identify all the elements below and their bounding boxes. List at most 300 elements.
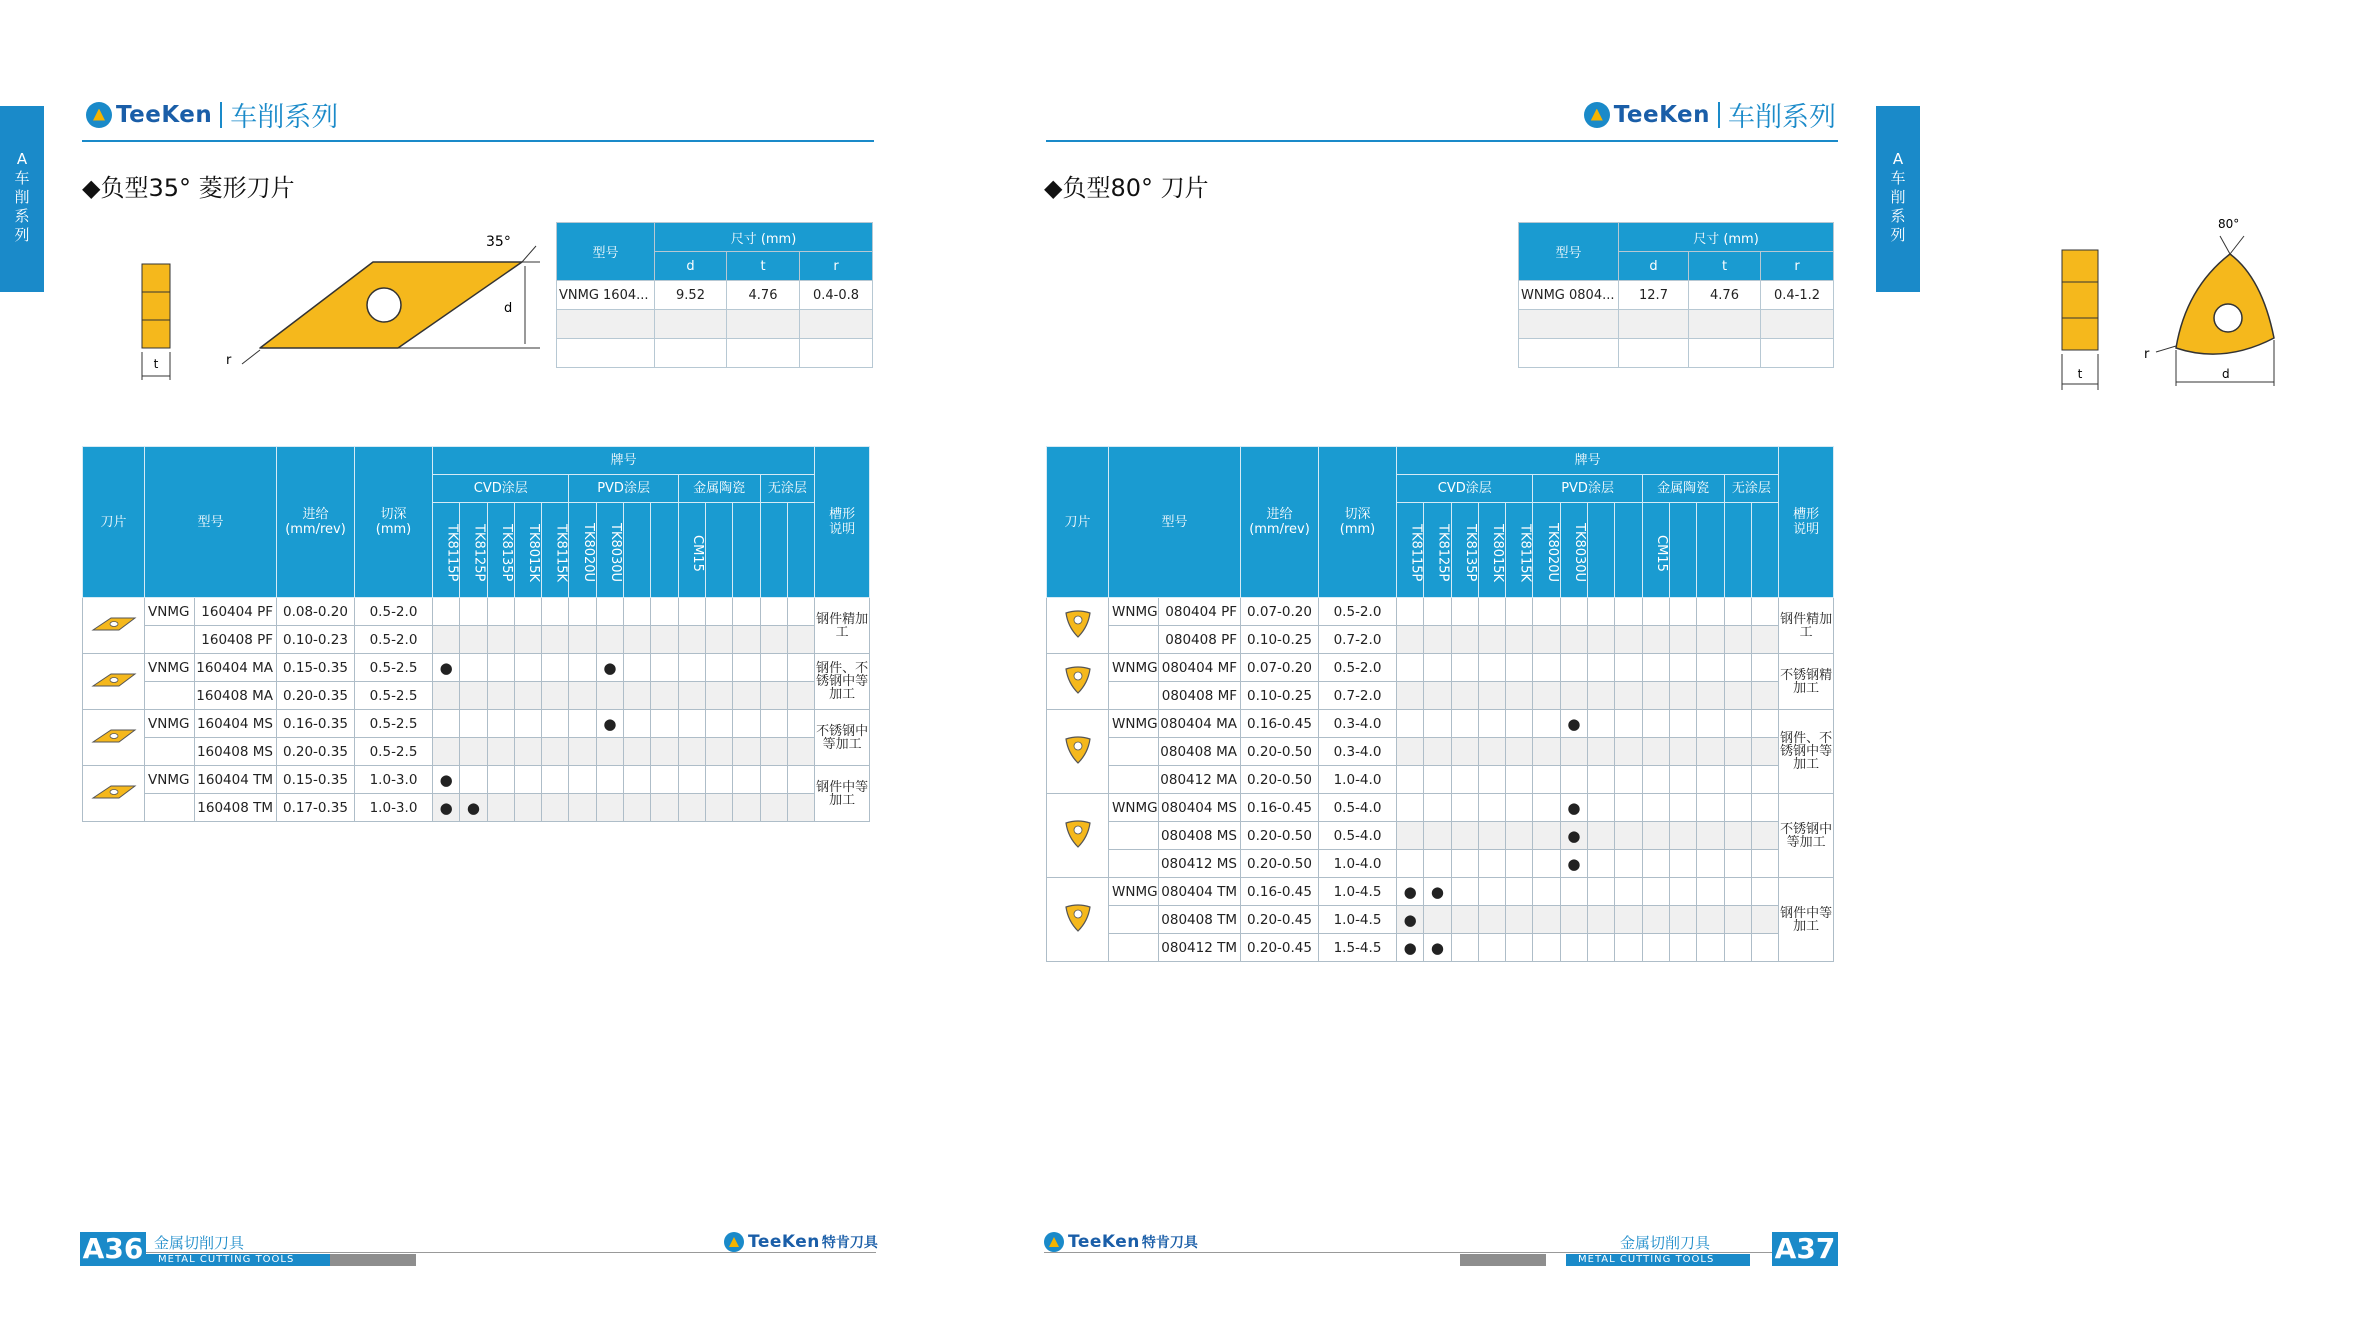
- grade-cell: [1533, 654, 1560, 682]
- grade-cell: [1424, 626, 1451, 654]
- grade-cell: [1642, 654, 1669, 682]
- model-prefix: VNMG: [145, 766, 195, 794]
- grade-cell: [1669, 934, 1696, 962]
- grade-cell: [487, 626, 514, 654]
- depth-unit: (mm): [1339, 522, 1376, 537]
- grade-cell: [596, 766, 623, 794]
- model-code: 160404 PF: [195, 598, 277, 626]
- grade-cell: [1560, 878, 1587, 906]
- model-prefix: [145, 682, 195, 710]
- grade-col: TK8125P: [460, 503, 487, 598]
- grade-cell: [1615, 766, 1642, 794]
- insert-icon: [83, 766, 145, 822]
- grade-cell: [1478, 878, 1505, 906]
- brand-cn: 特肯刀具: [1141, 1235, 1198, 1251]
- grade-cell: [1669, 626, 1696, 654]
- grade-cell: [1560, 906, 1587, 934]
- table-row: [83, 626, 870, 654]
- d-label: d: [2222, 367, 2230, 381]
- table-row: [1047, 934, 1834, 962]
- dimension-table: [1518, 222, 1834, 368]
- divider: [1718, 102, 1720, 128]
- page-number: A36: [80, 1232, 146, 1266]
- grade-cell: [433, 738, 460, 766]
- grade-cell: [1506, 794, 1533, 822]
- grade-cell: [1424, 710, 1451, 738]
- grade-cell: ●: [596, 654, 623, 682]
- grade-cell: [1397, 598, 1424, 626]
- brand-cn: 特肯刀具: [821, 1235, 878, 1251]
- depth-value: 0.5-2.5: [355, 738, 433, 766]
- feed-header: [277, 447, 355, 598]
- grade-cell: [1424, 738, 1451, 766]
- insert-icon: [1047, 794, 1109, 878]
- grade-cell: [1669, 766, 1696, 794]
- feed-value: 0.10-0.23: [277, 626, 355, 654]
- grade-cell: [1751, 598, 1778, 626]
- feed-value: 0.16-0.45: [1241, 710, 1319, 738]
- groove-desc: 钢件、不锈钢中等加工: [815, 654, 870, 710]
- grade-cell: [487, 710, 514, 738]
- footer-cn: 金属切削刀具: [154, 1234, 245, 1252]
- grade-col: [651, 503, 678, 598]
- grade-cell: [1615, 794, 1642, 822]
- grade-cell: [1615, 878, 1642, 906]
- model-code: 080404 TM: [1159, 878, 1241, 906]
- grade-cell: [1397, 626, 1424, 654]
- grade-cell: [487, 654, 514, 682]
- grade-cell: [1451, 822, 1478, 850]
- grade-cell: [651, 710, 678, 738]
- grade-cell: [1451, 654, 1478, 682]
- grade-cell: [733, 626, 760, 654]
- groove-desc: 不锈钢精加工: [1779, 654, 1834, 710]
- grade-cell: [1560, 682, 1587, 710]
- section-title: ◆负型80° 刀片: [1044, 174, 1209, 202]
- group-cermet: 金属陶瓷: [1642, 475, 1724, 503]
- grade-cell: [1478, 850, 1505, 878]
- grade-cell: [1615, 682, 1642, 710]
- grade-cell: [1506, 626, 1533, 654]
- grade-cell: [460, 598, 487, 626]
- grade-cell: [1478, 626, 1505, 654]
- depth-value: 1.0-4.0: [1319, 766, 1397, 794]
- grade-cell: [596, 598, 623, 626]
- groove-desc: 钢件中等加工: [815, 766, 870, 822]
- model-header: 型号: [145, 447, 277, 598]
- model-prefix: VNMG: [145, 654, 195, 682]
- grade-cell: [1642, 710, 1669, 738]
- grade-header: 牌号: [433, 447, 815, 475]
- grade-cell: [1642, 794, 1669, 822]
- grade-cell: [487, 794, 514, 822]
- tab-char: 系: [14, 207, 30, 225]
- grade-cell: [624, 598, 651, 626]
- grade-cell: [514, 766, 541, 794]
- depth-label: 切深: [1344, 507, 1371, 522]
- grade-cell: [514, 710, 541, 738]
- model-prefix: [145, 626, 195, 654]
- grade-cell: ●: [1397, 934, 1424, 962]
- grade-cell: [1478, 906, 1505, 934]
- dim-d: 12.7: [1619, 281, 1689, 310]
- grade-cell: [1478, 598, 1505, 626]
- grade-cell: [1451, 934, 1478, 962]
- grade-cell: [1751, 626, 1778, 654]
- grade-cell: [569, 738, 596, 766]
- table-row: [1047, 710, 1834, 738]
- grade-cell: [1533, 934, 1560, 962]
- grade-cell: [514, 654, 541, 682]
- depth-value: 0.5-4.0: [1319, 794, 1397, 822]
- grade-cell: [1751, 738, 1778, 766]
- logo-text: TeeKen: [748, 1232, 820, 1252]
- grade-cell: [1615, 654, 1642, 682]
- grade-cell: [1588, 598, 1615, 626]
- grade-cell: [569, 682, 596, 710]
- group-cvd: CVD涂层: [433, 475, 569, 503]
- grade-cell: [678, 766, 705, 794]
- grade-cell: [1669, 794, 1696, 822]
- model-prefix: [1109, 906, 1159, 934]
- grade-cell: [1642, 766, 1669, 794]
- feed-value: 0.16-0.35: [277, 710, 355, 738]
- grade-cell: [1724, 710, 1751, 738]
- model-prefix: WNMG: [1109, 654, 1159, 682]
- footer: [80, 1232, 880, 1268]
- section-tab: [1876, 106, 1920, 292]
- feed-unit: (mm/rev): [285, 522, 346, 537]
- grade-cell: [733, 598, 760, 626]
- grade-col: TK8115K: [1506, 503, 1533, 598]
- grade-cell: [1669, 654, 1696, 682]
- group-uncoated: 无涂层: [1724, 475, 1779, 503]
- grade-cell: [1533, 626, 1560, 654]
- grade-cell: [1397, 766, 1424, 794]
- tab-char: 列: [1890, 226, 1906, 244]
- model-code: 160404 MA: [195, 654, 277, 682]
- logo-icon: [86, 102, 112, 128]
- dim-t-header: t: [727, 252, 800, 281]
- feed-value: 0.16-0.45: [1241, 878, 1319, 906]
- divider: [220, 102, 222, 128]
- grade-cell: [1724, 738, 1751, 766]
- table-row: [1047, 626, 1834, 654]
- grade-cell: [1751, 850, 1778, 878]
- dim-d: 9.52: [655, 281, 727, 310]
- spec-table-right: [1046, 446, 1834, 962]
- grade-cell: [1506, 738, 1533, 766]
- grade-cell: ●: [460, 794, 487, 822]
- grade-cell: [1478, 682, 1505, 710]
- grade-cell: [1533, 766, 1560, 794]
- grade-cell: [1615, 822, 1642, 850]
- dim-r-header: r: [800, 252, 873, 281]
- grade-col: [1751, 503, 1778, 598]
- grade-cell: [678, 682, 705, 710]
- grade-cell: [1697, 822, 1724, 850]
- feed-value: 0.07-0.20: [1241, 598, 1319, 626]
- grade-col: CM15: [1642, 503, 1669, 598]
- grade-cell: [733, 738, 760, 766]
- model-prefix: [1109, 682, 1159, 710]
- grade-cell: [787, 626, 814, 654]
- grade-cell: [733, 794, 760, 822]
- depth-value: 0.3-4.0: [1319, 738, 1397, 766]
- insert-icon: [83, 598, 145, 654]
- depth-value: 0.5-2.0: [1319, 654, 1397, 682]
- grade-col: [1697, 503, 1724, 598]
- feed-value: 0.08-0.20: [277, 598, 355, 626]
- grade-cell: [1397, 682, 1424, 710]
- grade-cell: [1533, 710, 1560, 738]
- grade-cell: [460, 654, 487, 682]
- depth-value: 0.5-2.0: [1319, 598, 1397, 626]
- feed-value: 0.20-0.50: [1241, 850, 1319, 878]
- grade-col: [624, 503, 651, 598]
- feed-value: 0.20-0.45: [1241, 934, 1319, 962]
- grade-cell: [1642, 850, 1669, 878]
- grade-col: TK8030U: [1560, 503, 1587, 598]
- footer-bar: [330, 1254, 416, 1266]
- grade-cell: [1642, 626, 1669, 654]
- grade-cell: [1697, 738, 1724, 766]
- grade-cell: [1615, 906, 1642, 934]
- r-label: r: [226, 353, 232, 368]
- insert-header: 刀片: [83, 447, 145, 598]
- groove-desc: 钢件精加工: [815, 598, 870, 654]
- grade-cell: [1424, 850, 1451, 878]
- grade-cell: [1697, 682, 1724, 710]
- grade-cell: ●: [433, 654, 460, 682]
- grade-cell: [1615, 626, 1642, 654]
- depth-header: [1319, 447, 1397, 598]
- grade-cell: [1724, 794, 1751, 822]
- grade-cell: [705, 626, 732, 654]
- grade-cell: [1642, 878, 1669, 906]
- depth-value: 0.5-2.0: [355, 598, 433, 626]
- model-prefix: [145, 794, 195, 822]
- model-code: 160404 MS: [195, 710, 277, 738]
- grade-cell: [542, 626, 569, 654]
- grade-cell: [651, 794, 678, 822]
- side-view: [142, 264, 170, 380]
- tab-char: 车: [1890, 169, 1906, 187]
- grade-cell: [760, 766, 787, 794]
- grade-cell: [760, 794, 787, 822]
- desc-label2: 说明: [829, 522, 856, 537]
- insert-icon: [1047, 878, 1109, 962]
- grade-cell: [1697, 906, 1724, 934]
- table-row: [83, 682, 870, 710]
- grade-cell: ●: [1397, 906, 1424, 934]
- grade-cell: [1506, 906, 1533, 934]
- grade-cell: [705, 794, 732, 822]
- grade-cell: [651, 654, 678, 682]
- spec-table-left: [82, 446, 870, 822]
- grade-col: [1669, 503, 1696, 598]
- grade-cell: [1697, 850, 1724, 878]
- wnmg-diagram: [2058, 206, 2358, 396]
- grade-cell: [1588, 934, 1615, 962]
- grade-cell: [542, 682, 569, 710]
- group-uncoated: 无涂层: [760, 475, 815, 503]
- grade-cell: [460, 626, 487, 654]
- model-prefix: [1109, 850, 1159, 878]
- table-row: [1047, 766, 1834, 794]
- desc-label: 槽形: [829, 507, 856, 522]
- grade-cell: [1751, 906, 1778, 934]
- footer-cn: 金属切削刀具: [1620, 1234, 1711, 1252]
- grade-cell: ●: [433, 766, 460, 794]
- grade-cell: [514, 794, 541, 822]
- grade-cell: [1506, 878, 1533, 906]
- grade-cell: [1642, 738, 1669, 766]
- grade-cell: [1724, 850, 1751, 878]
- grade-col: TK8115P: [433, 503, 460, 598]
- grade-cell: [1669, 598, 1696, 626]
- group-pvd: PVD涂层: [1533, 475, 1642, 503]
- grade-cell: [760, 626, 787, 654]
- grade-cell: [1451, 598, 1478, 626]
- top-view: [226, 234, 540, 368]
- grade-cell: [787, 654, 814, 682]
- grade-cell: ●: [1560, 822, 1587, 850]
- grade-cell: [1588, 738, 1615, 766]
- grade-cell: [596, 626, 623, 654]
- grade-cell: [1697, 934, 1724, 962]
- grade-cell: [1506, 682, 1533, 710]
- grade-col: TK8015K: [1478, 503, 1505, 598]
- grade-col: TK8135P: [487, 503, 514, 598]
- grade-cell: [1478, 766, 1505, 794]
- groove-desc: 不锈钢中等加工: [815, 710, 870, 766]
- desc-header: [815, 447, 870, 598]
- grade-cell: [1724, 906, 1751, 934]
- grade-cell: [678, 654, 705, 682]
- dim-model-header: 型号: [1519, 223, 1619, 281]
- grade-cell: [1506, 934, 1533, 962]
- grade-cell: [1478, 738, 1505, 766]
- grade-cell: [1724, 626, 1751, 654]
- table-row: [1047, 598, 1834, 626]
- model-code: 080412 TM: [1159, 934, 1241, 962]
- grade-cell: [1397, 710, 1424, 738]
- grade-cell: [1397, 822, 1424, 850]
- table-row: [1047, 682, 1834, 710]
- feed-label: 进给: [1266, 507, 1293, 522]
- depth-unit: (mm): [375, 522, 412, 537]
- grade-cell: [542, 598, 569, 626]
- grade-cell: [1724, 654, 1751, 682]
- grade-cell: [1588, 654, 1615, 682]
- angle-label: 35°: [486, 234, 511, 250]
- grade-cell: [514, 598, 541, 626]
- grade-col: TK8015K: [514, 503, 541, 598]
- depth-value: 0.5-2.5: [355, 710, 433, 738]
- grade-cell: [1533, 906, 1560, 934]
- grade-cell: ●: [1560, 850, 1587, 878]
- series-title: 车削系列: [230, 102, 339, 133]
- grade-cell: [514, 682, 541, 710]
- model-prefix: [1109, 766, 1159, 794]
- model-code: 080404 MF: [1159, 654, 1241, 682]
- grade-cell: [678, 738, 705, 766]
- grade-cell: [1533, 794, 1560, 822]
- section-tab: [0, 106, 44, 292]
- grade-cell: [1506, 850, 1533, 878]
- feed-value: 0.20-0.35: [277, 682, 355, 710]
- dim-r: 0.4-1.2: [1761, 281, 1834, 310]
- grade-cell: [487, 766, 514, 794]
- feed-value: 0.15-0.35: [277, 654, 355, 682]
- grade-cell: [624, 654, 651, 682]
- table-row: [1047, 794, 1834, 822]
- grade-cell: [1424, 598, 1451, 626]
- grade-col: [760, 503, 787, 598]
- table-row: [83, 738, 870, 766]
- grade-cell: [1751, 794, 1778, 822]
- model-code: 080408 MA: [1159, 738, 1241, 766]
- model-code: 080404 PF: [1159, 598, 1241, 626]
- grade-cell: [787, 710, 814, 738]
- grade-col: [1724, 503, 1751, 598]
- table-row: [83, 710, 870, 738]
- grade-cell: [542, 710, 569, 738]
- model-code: 160408 PF: [195, 626, 277, 654]
- grade-cell: [1451, 766, 1478, 794]
- grade-cell: [1506, 654, 1533, 682]
- footer-brand: [724, 1232, 878, 1252]
- grade-cell: [1533, 878, 1560, 906]
- dim-model: WNMG 0804...: [1519, 281, 1619, 310]
- grade-cell: [596, 738, 623, 766]
- grade-cell: [624, 738, 651, 766]
- grade-cell: [433, 626, 460, 654]
- grade-cell: [733, 766, 760, 794]
- grade-cell: [705, 766, 732, 794]
- grade-col: TK8115K: [542, 503, 569, 598]
- grade-col: [733, 503, 760, 598]
- grade-cell: [624, 682, 651, 710]
- grade-cell: [1588, 794, 1615, 822]
- grade-cell: [1478, 794, 1505, 822]
- table-row: [1047, 878, 1834, 906]
- grade-cell: [1560, 626, 1587, 654]
- header-brand: [1584, 95, 1836, 134]
- grade-cell: [1615, 710, 1642, 738]
- grade-cell: [1669, 682, 1696, 710]
- grade-cell: [1506, 710, 1533, 738]
- grade-cell: [1560, 654, 1587, 682]
- grade-cell: [1506, 822, 1533, 850]
- grade-cell: [433, 682, 460, 710]
- model-code: 160408 MA: [195, 682, 277, 710]
- model-prefix: WNMG: [1109, 710, 1159, 738]
- grade-cell: [1588, 878, 1615, 906]
- dimension-table: [556, 222, 873, 368]
- model-prefix: [1109, 822, 1159, 850]
- group-pvd: PVD涂层: [569, 475, 678, 503]
- grade-cell: [1615, 598, 1642, 626]
- dim-size-header: 尺寸 (mm): [655, 223, 873, 252]
- footer: [1044, 1232, 1844, 1268]
- grade-cell: [542, 766, 569, 794]
- r-label: r: [2144, 347, 2150, 362]
- grade-cell: [1506, 766, 1533, 794]
- depth-value: 0.3-4.0: [1319, 710, 1397, 738]
- model-prefix: [1109, 738, 1159, 766]
